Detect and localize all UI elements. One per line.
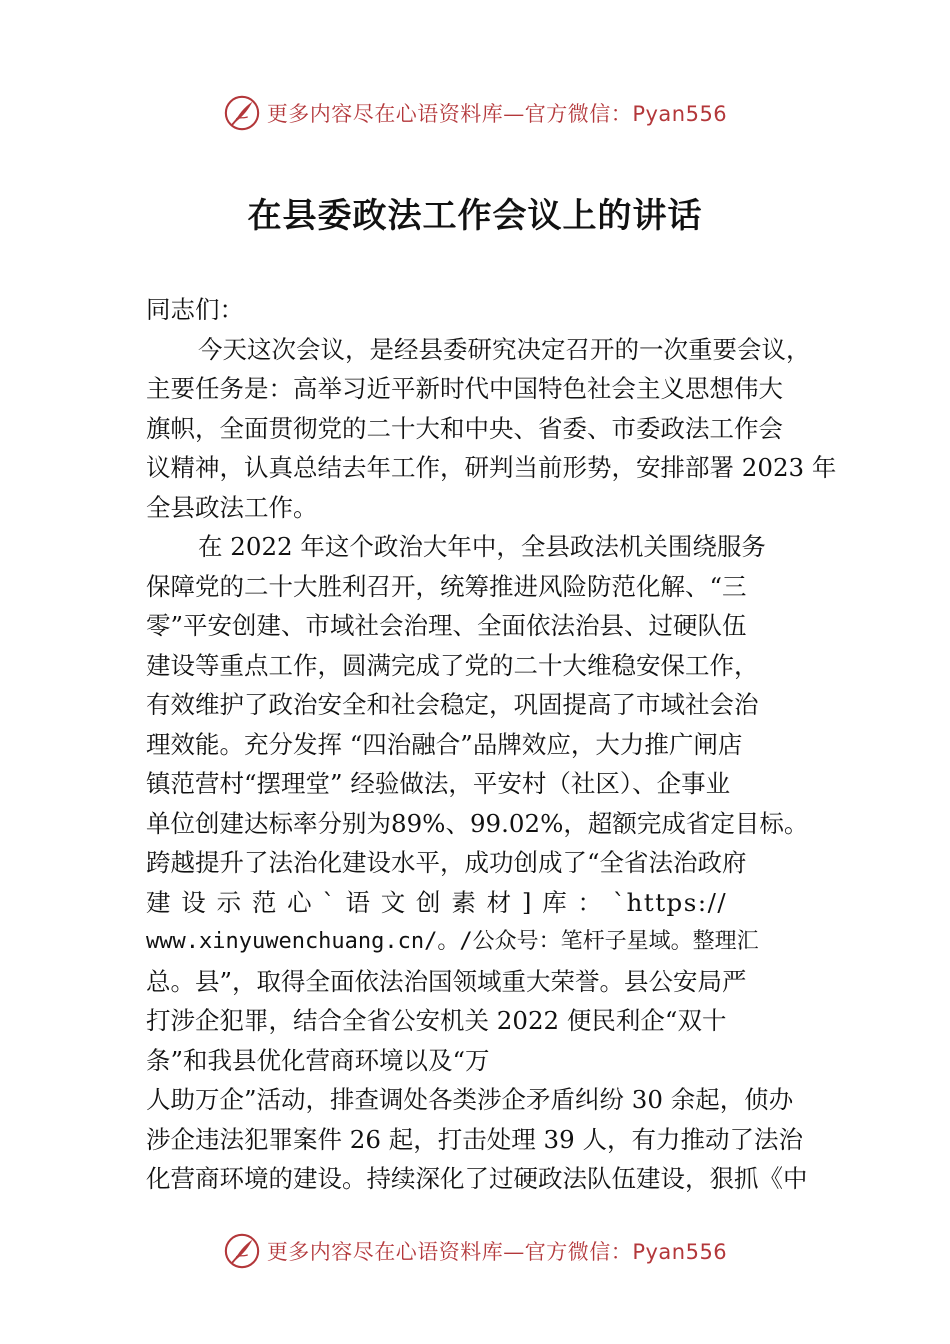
text-line: 打涉企犯罪，结合全省公安机关 2022 便民利企“双十: [146, 1006, 727, 1035]
text-line: 保障党的二十大胜利召开，统筹推进风险防范化解、“三: [146, 571, 747, 601]
text-line: 总。县”，取得全面依法治国领域重大荣誉。县公安局严: [146, 966, 747, 996]
text-line: 主要任务是：高举习近平新时代中国特色社会主义思想伟大: [146, 374, 783, 403]
text-line: 建 设 示 范 心 ` 语 文 创 素 材 ] 库 ： `https://: [146, 887, 728, 917]
text-line: 全县政法工作。: [146, 492, 318, 522]
salutation: 同志们：: [146, 295, 244, 324]
text-line: 跨越提升了法治化建设水平，成功创成了“全省法治政府: [146, 848, 747, 877]
text-line: 单位创建达标率分别为89%、99.02%，超额完成省定目标。: [146, 808, 809, 838]
text-line: 条”和我县优化营商环境以及“万: [146, 1045, 490, 1075]
document-body: [146, 290, 837, 1199]
text-line: 旗帜，全面贯彻党的二十大和中央、省委、市委政法工作会: [146, 413, 783, 443]
banner-text: 更多内容尽在心语资料库—官方微信：Pyan556: [266, 1240, 728, 1264]
banner-text: 更多内容尽在心语资料库—官方微信：Pyan556: [266, 102, 728, 126]
document-title: 在县委政法工作会议上的讲话: [247, 196, 703, 236]
header-banner: [0, 94, 950, 132]
text-line: 人助万企”活动，排查调处各类涉企矛盾纠纷 30 余起，侦办: [146, 1085, 794, 1114]
text-line: 涉企违法犯罪案件 26 起，打击处理 39 人，有力推动了法治: [146, 1124, 803, 1154]
quill-pen-logo-icon: [223, 94, 261, 132]
text-line: 零”平安创建、市域社会治理、全面依法治县、过硬队伍: [146, 611, 747, 640]
text-line: 建设等重点工作，圆满完成了党的二十大维稳安保工作，: [146, 650, 759, 680]
wechat-id: Pyan556: [632, 102, 728, 126]
text-line: www.xinyuwenchuang.cn/。/公众号：笔杆子星域。整理汇: [146, 929, 759, 954]
text-line: 议精神，认真总结去年工作，研判当前形势，安排部署 2023 年: [146, 453, 837, 482]
text-line: 今天这次会议，是经县委研究决定召开的一次重要会议，: [198, 334, 811, 364]
quill-pen-logo-icon: [223, 1232, 261, 1270]
text-line: 理效能。充分发挥 “四治融合”品牌效应，大力推广闸店: [146, 729, 743, 759]
text-line: 在 2022 年这个政治大年中，全县政法机关围绕服务: [198, 532, 766, 561]
text-line: 有效维护了政治安全和社会稳定，巩固提高了市域社会治: [146, 690, 759, 719]
text-line: 化营商环境的建设。持续深化了过硬政法队伍建设，狠抓《中: [146, 1164, 808, 1193]
wechat-id: Pyan556: [632, 1240, 728, 1264]
footer-banner: [0, 1232, 950, 1270]
text-line: 镇范营村“摆理堂” 经验做法，平安村（社区）、企事业: [146, 769, 731, 798]
